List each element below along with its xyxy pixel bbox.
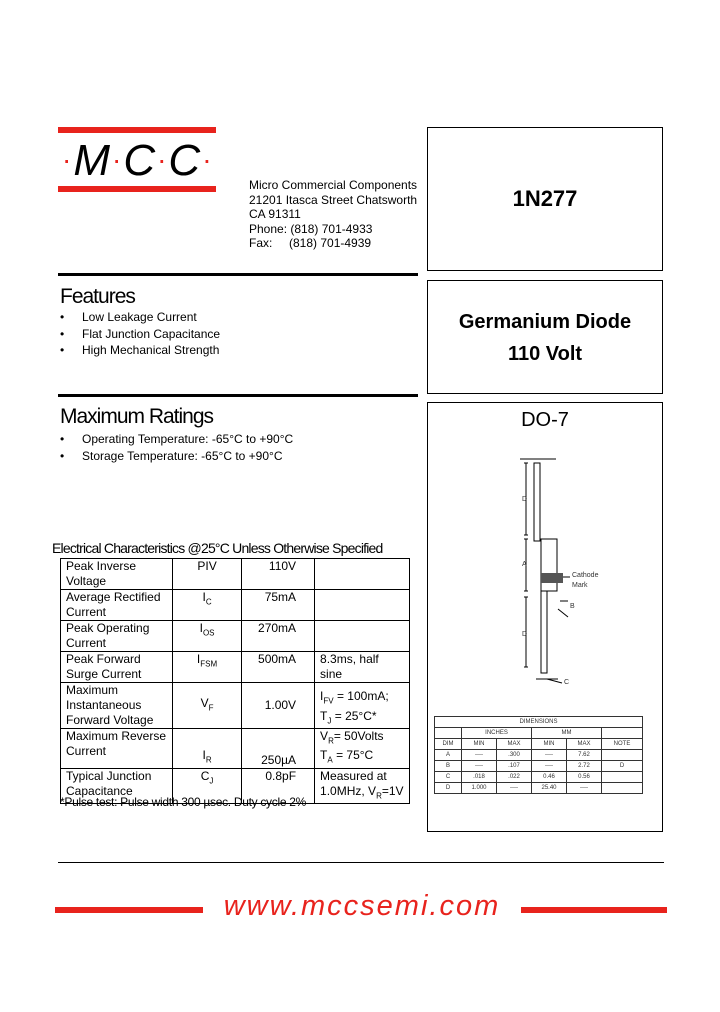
table-row: Typical Junction Capacitance $C_J$ 0.8pF Measured at 1.0MHz, $V_R=1V$ <box>61 768 410 803</box>
part-number-box <box>427 127 663 271</box>
features-title: Features <box>60 285 135 308</box>
diode-body <box>541 539 557 591</box>
cathode-band <box>541 573 563 583</box>
table-row: Peak Forward Surge Current $I_{FSM}$ 500mA 8.3ms, half sine <box>61 652 410 683</box>
dim-row: B ---- .107 ---- 2.72 D <box>435 761 643 772</box>
description-line1: Germanium Diode <box>458 311 632 333</box>
list-item: • High Mechanical Strength <box>60 342 220 359</box>
dimensions-table <box>434 716 643 794</box>
features-rule <box>58 273 418 276</box>
list-item: • Flat Junction Capacitance <box>60 326 220 343</box>
table-row: Maximum Instantaneous Forward Voltage $V_F$ 1.00V $I_{FV} = 100mA$; $T_J = 25^\circ C*$ <box>61 683 410 729</box>
lead-bottom <box>541 591 547 673</box>
dim-label-a: A <box>522 561 527 568</box>
description-box <box>427 280 663 394</box>
company-city: CA 91311 <box>249 207 301 221</box>
table-row: Peak Operating Current $I_{OS}$ 270mA <box>61 621 410 652</box>
ratings-title: Maximum Ratings <box>60 405 214 428</box>
footer-bar-right <box>521 907 667 913</box>
list-item: • Low Leakage Current <box>60 309 220 326</box>
table-row: Maximum Reverse Current $I_R$ 250µA $V_R=$ 50Volts $T_A = 75^\circ C$ <box>61 729 410 769</box>
dim-label-b: B <box>570 603 575 610</box>
mcc-logo: ·M·C·C· <box>62 136 214 185</box>
dim-header: MIN <box>532 739 567 750</box>
company-street: 21201 Itasca Street Chatsworth <box>249 192 418 207</box>
package-name: DO-7 <box>521 409 569 431</box>
dim-row: C .018 .022 0.46 0.56 <box>435 772 643 783</box>
pulse-note: *Pulse test: Pulse width 300 µsec. Duty cycle 2% <box>60 795 306 809</box>
table-row: Average Rectified Current $I_C$ 75mA <box>61 590 410 621</box>
dim-mm: MM <box>532 728 602 739</box>
package-drawing <box>428 453 662 753</box>
part-number: 1N277 <box>512 186 578 211</box>
lead-top <box>534 463 540 541</box>
dim-title: DIMENSIONS <box>435 717 643 728</box>
footer-rule <box>58 862 664 863</box>
package-box <box>427 402 663 832</box>
ratings-rule <box>58 394 418 397</box>
company-name: Micro Commercial Components <box>249 178 418 192</box>
description-line2: 110 Volt <box>507 343 583 365</box>
cathode-mark-label: Cathode Mark <box>572 572 599 589</box>
dim-row: D 1.000 ---- 25.40 ---- <box>435 783 643 794</box>
table-row: Peak Inverse Voltage PIV 110V <box>61 559 410 590</box>
elec-table <box>60 558 410 804</box>
dim-header: MIN <box>462 739 497 750</box>
company-address <box>249 178 417 251</box>
list-item: • Storage Temperature: -65°C to +90°C <box>60 448 293 465</box>
dim-label-d-bot: D <box>522 631 528 638</box>
dim-label-d-top: D <box>522 496 528 503</box>
features-list <box>60 309 220 359</box>
dim-label-c: C <box>564 679 570 686</box>
dim-header: MAX <box>567 739 602 750</box>
logo-bar-bottom <box>58 186 216 192</box>
dim-header: DIM <box>435 739 462 750</box>
dim-inches: INCHES <box>462 728 532 739</box>
dim-header: NOTE <box>602 739 643 750</box>
company-phone: Phone: (818) 701-4933 <box>249 221 373 236</box>
dim-header: MAX <box>497 739 532 750</box>
logo-bar-top <box>58 127 216 133</box>
list-item: • Operating Temperature: -65°C to +90°C <box>60 431 293 448</box>
dim-row: A ---- .300 ---- 7.62 <box>435 750 643 761</box>
company-fax: Fax: (818) 701-4939 <box>249 236 372 250</box>
footer-bar-left <box>55 907 203 913</box>
ratings-list <box>60 431 293 464</box>
elec-title: Electrical Characteristics @25°C Unless Otherwise Specified <box>52 540 383 556</box>
website-link[interactable]: www.mccsemi.com <box>223 890 501 922</box>
